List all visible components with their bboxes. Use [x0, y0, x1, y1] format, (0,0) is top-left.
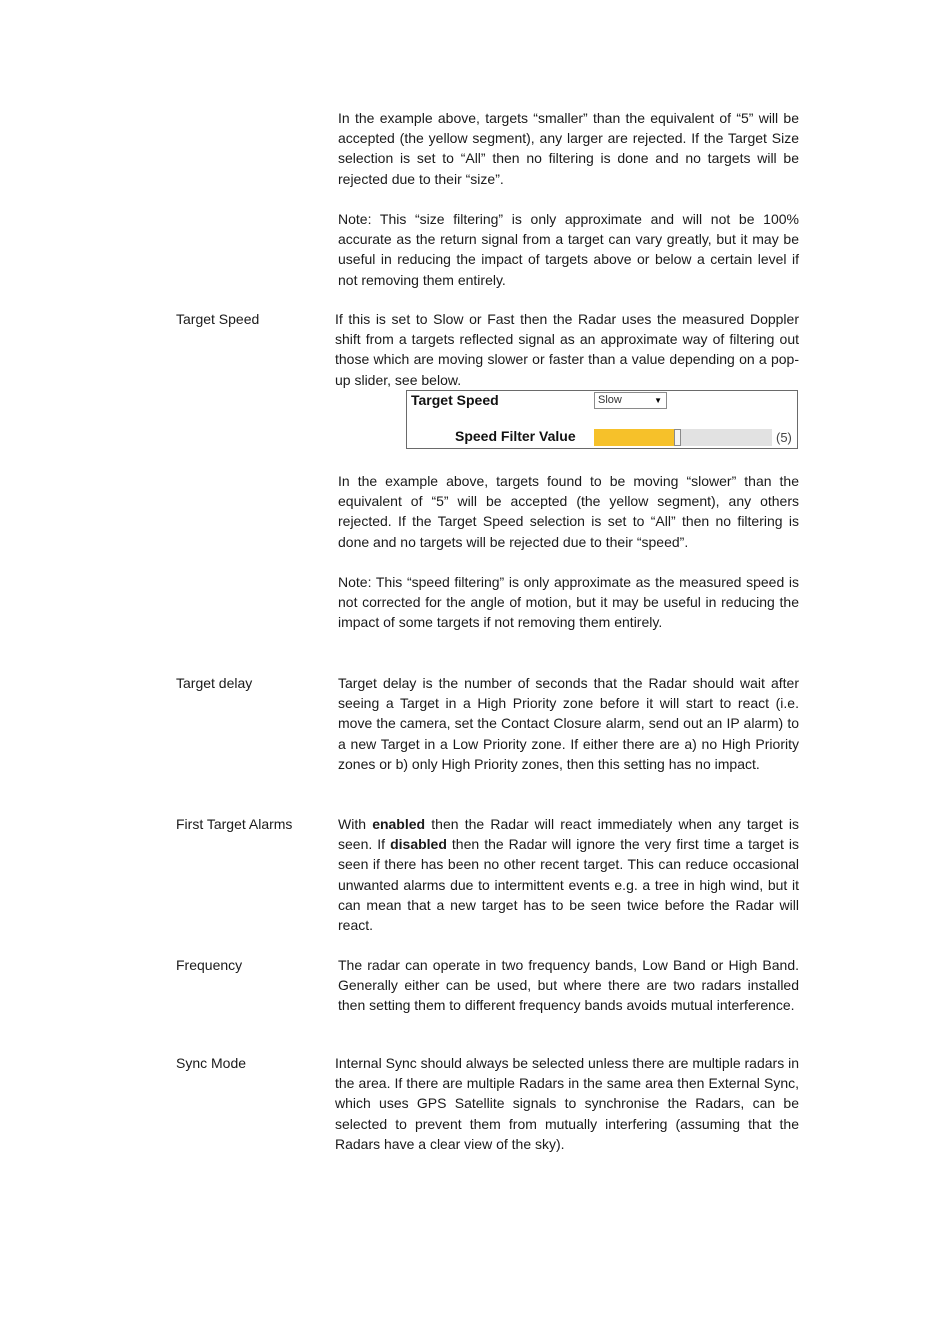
target-speed-description: If this is set to Slow or Fast then the Radar uses the measured Doppler shift from a targets reflected signal as an approximate way of filtering out those which are moving slower or faster than a value depending on a pop-up slider, see below.: [335, 311, 799, 388]
term-target-speed: Target Speed: [176, 311, 260, 327]
frequency-description: The radar can operate in two frequency bands, Low Band or High Band. Generally either can be used, but where there are two radars installed then setting them to different frequency bands avoids mutual interference.: [338, 957, 799, 1014]
speed-filter-slider-thumb[interactable]: [674, 429, 681, 446]
speed-filter-value: (5): [776, 430, 792, 445]
target-speed-select-label: Target Speed: [411, 392, 499, 408]
target-speed-paragraph-1: In the example above, targets found to be moving “slower” than the equivalent of “5” will be accepted (the yellow segment), any others rejected. If the Target Speed selection is set to “All” then no filtering is done and no targets will be rejected due to their “speed”.: [338, 473, 799, 550]
target-speed-select[interactable]: [594, 392, 667, 409]
intro-paragraph-2: Note: This “size filtering” is only approximate and will not be 100% accurate as the return signal from a target can vary greatly, but it may be useful in reducing the impact of targets above or below a certain level if not removing them entirely.: [338, 211, 799, 288]
term-first-target-alarms: First Target Alarms: [176, 816, 293, 832]
speed-filter-label: Speed Filter Value: [455, 428, 576, 444]
term-frequency: Frequency: [176, 957, 243, 973]
speed-filter-slider-fill: [594, 429, 674, 446]
term-target-delay: Target delay: [176, 675, 253, 691]
speed-filter-slider[interactable]: [594, 429, 772, 446]
intro-paragraph-1: In the example above, targets “smaller” than the equivalent of “5” will be accepted (the yellow segment), any larger are rejected. If the Target Size selection is set to “All” then no filtering is done and no targets will be rejected due to their “size”.: [338, 110, 799, 187]
sync-mode-description: Internal Sync should always be selected unless there are multiple radars in the area. If there are multiple Radars in the same area then External Sync, which uses GPS Satellite signals to synchronise the Radars, can be selected to prevent them from mutually interfering (assuming that the Radars have a clear view of the sky).: [335, 1055, 799, 1152]
target-speed-paragraph-2: Note: This “speed filtering” is only approximate as the measured speed is not corrected for the angle of motion, but it may be useful in reducing the impact of some targets if not removing them entirely.: [338, 574, 799, 631]
target-speed-widget: [406, 390, 798, 449]
enabled-keyword: enabled: [372, 816, 426, 832]
first-target-alarms-description: With enabled then the Radar will react immediately when any target is seen. If disabled then the Radar will ignore the very first time a target is seen if there has been no other recent target. This can reduce occasional unwanted alarms due to intermittent events e.g. a tree in high wind, but it can mean that a new target has to be seen twice before the Radar will react.: [338, 816, 800, 934]
disabled-keyword: disabled: [390, 836, 447, 853]
target-delay-description: Target delay is the number of seconds that the Radar should wait after seeing a Target in a High Priority zone before it will start to react (i.e. move the camera, set the Contact Closure alarm, send out an IP alarm) to a new Target in a Low Priority zone. If either there are a) no High Priority zones or b) only High Priority zones, then this setting has no impact.: [338, 675, 799, 772]
target-speed-select-value: Slow: [598, 394, 622, 406]
term-sync-mode: Sync Mode: [176, 1055, 247, 1071]
dropdown-arrow-icon: ▼: [654, 396, 662, 405]
